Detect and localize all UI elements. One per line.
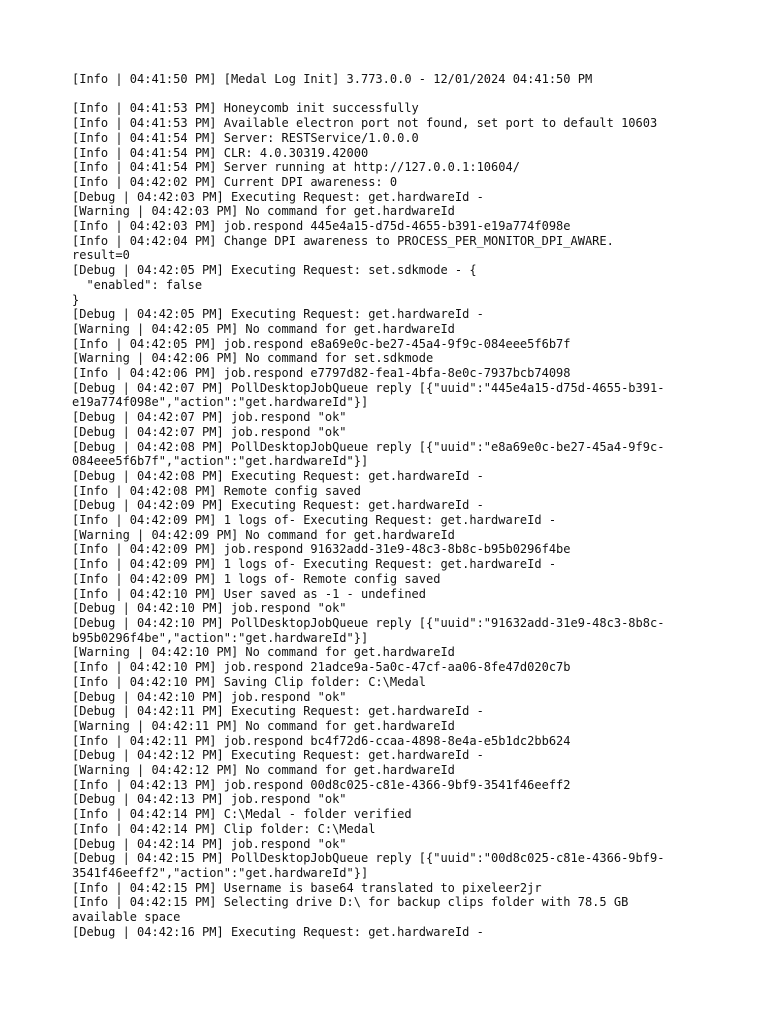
log-line: [Info | 04:42:09 PM] 1 logs of- Executing Request: get.hardwareId - bbox=[72, 513, 557, 528]
log-line: [Info | 04:42:11 PM] job.respond bc4f72d6-ccaa-4898-8e4a-e5b1dc2bb624 bbox=[72, 733, 571, 748]
log-line: [Info | 04:42:15 PM] Username is base64 translated to pixeleer2jr bbox=[72, 880, 542, 895]
log-line: [Info | 04:42:02 PM] Current DPI awareness: 0 bbox=[72, 174, 398, 189]
log-line: [Warning | 04:42:12 PM] No command for get.hardwareId bbox=[72, 763, 455, 778]
log-line: [Info | 04:41:53 PM] Available electron port not found, set port to default 10603 bbox=[72, 116, 658, 131]
log-line: [Debug | 04:42:13 PM] job.respond "ok" bbox=[72, 792, 347, 807]
log-line: [Warning | 04:42:11 PM] No command for get.hardwareId bbox=[72, 718, 455, 733]
log-line: [Info | 04:42:10 PM] Saving Clip folder: C:\Medal bbox=[72, 674, 427, 689]
log-line: [Debug | 04:42:07 PM] job.respond "ok" bbox=[72, 410, 347, 425]
log-line: [Debug | 04:42:11 PM] Executing Request: get.hardwareId - bbox=[72, 704, 484, 719]
log-line: 3541f46eeff2","action":"get.hardwareId"}] bbox=[72, 865, 369, 880]
log-line: e19a774f098e","action":"get.hardwareId"}] bbox=[72, 395, 369, 410]
log-line: [Info | 04:42:09 PM] job.respond 91632add-31e9-48c3-8b8c-b95b0296f4be bbox=[72, 542, 571, 557]
log-line: [Debug | 04:42:12 PM] Executing Request: get.hardwareId - bbox=[72, 748, 484, 763]
log-line: result=0 bbox=[72, 248, 130, 263]
log-line: [Warning | 04:42:09 PM] No command for get.hardwareId bbox=[72, 527, 455, 542]
log-line: [Info | 04:41:54 PM] Server: RESTService/1.0.0.0 bbox=[72, 130, 419, 145]
log-line: [Warning | 04:42:03 PM] No command for get.hardwareId bbox=[72, 204, 455, 219]
log-line: [Debug | 04:42:08 PM] PollDesktopJobQueue reply [{"uuid":"e8a69e0c-be27-45a4-9f9c- bbox=[72, 439, 665, 454]
log-line: [Debug | 04:42:03 PM] Executing Request: get.hardwareId - bbox=[72, 189, 484, 204]
log-line: b95b0296f4be","action":"get.hardwareId"}] bbox=[72, 630, 369, 645]
log-line: "enabled": false bbox=[72, 277, 203, 292]
log-line: [Debug | 04:42:15 PM] PollDesktopJobQueue reply [{"uuid":"00d8c025-c81e-4366-9bf9- bbox=[72, 851, 665, 866]
log-line: } bbox=[72, 292, 80, 307]
log-line: [Debug | 04:42:10 PM] job.respond "ok" bbox=[72, 601, 347, 616]
log-line: [Info | 04:42:14 PM] C:\Medal - folder verified bbox=[72, 807, 412, 822]
log-line: [Debug | 04:42:16 PM] Executing Request: get.hardwareId - bbox=[72, 924, 484, 939]
log-line bbox=[72, 87, 712, 102]
log-line: [Debug | 04:42:14 PM] job.respond "ok" bbox=[72, 836, 347, 851]
log-line: [Info | 04:42:09 PM] 1 logs of- Executing Request: get.hardwareId - bbox=[72, 557, 557, 572]
log-line: [Info | 04:42:13 PM] job.respond 00d8c025-c81e-4366-9bf9-3541f46eeff2 bbox=[72, 777, 571, 792]
log-line: [Info | 04:42:04 PM] Change DPI awareness to PROCESS_PER_MONITOR_DPI_AWARE. bbox=[72, 233, 614, 248]
log-line: [Info | 04:42:08 PM] Remote config saved bbox=[72, 483, 361, 498]
log-line: [Info | 04:42:09 PM] 1 logs of- Remote config saved bbox=[72, 571, 441, 586]
log-line: [Info | 04:42:05 PM] job.respond e8a69e0c-be27-45a4-9f9c-084eee5f6b7f bbox=[72, 336, 571, 351]
log-line: [Warning | 04:42:05 PM] No command for get.hardwareId bbox=[72, 321, 455, 336]
log-line: 084eee5f6b7f","action":"get.hardwareId"}] bbox=[72, 454, 369, 469]
log-line: [Info | 04:41:54 PM] Server running at http://127.0.0.1:10604/ bbox=[72, 160, 520, 175]
log-line: [Debug | 04:42:07 PM] job.respond "ok" bbox=[72, 424, 347, 439]
log-line: [Debug | 04:42:05 PM] Executing Request: set.sdkmode - { bbox=[72, 263, 477, 278]
log-line: [Debug | 04:42:10 PM] job.respond "ok" bbox=[72, 689, 347, 704]
log-line: [Info | 04:41:50 PM] [Medal Log Init] 3.773.0.0 - 12/01/2024 04:41:50 PM bbox=[72, 72, 593, 86]
log-line: [Info | 04:42:06 PM] job.respond e7797d82-fea1-4bfa-8e0c-7937bcb74098 bbox=[72, 366, 571, 381]
log-line: [Debug | 04:42:07 PM] PollDesktopJobQueue reply [{"uuid":"445e4a15-d75d-4655-b391- bbox=[72, 380, 665, 395]
log-line: [Info | 04:42:03 PM] job.respond 445e4a15-d75d-4655-b391-e19a774f098e bbox=[72, 219, 571, 234]
log-line: [Debug | 04:42:05 PM] Executing Request: get.hardwareId - bbox=[72, 307, 484, 322]
log-line: [Info | 04:42:15 PM] Selecting drive D:\ for backup clips folder with 78.5 GB bbox=[72, 895, 629, 910]
log-line: [Info | 04:41:54 PM] CLR: 4.0.30319.42000 bbox=[72, 145, 369, 160]
log-line: [Info | 04:41:53 PM] Honeycomb init successfully bbox=[72, 101, 419, 116]
log-line: available space bbox=[72, 910, 181, 925]
log-document bbox=[72, 72, 712, 939]
log-line: [Debug | 04:42:10 PM] PollDesktopJobQueue reply [{"uuid":"91632add-31e9-48c3-8b8c- bbox=[72, 616, 665, 630]
log-line: [Info | 04:42:10 PM] job.respond 21adce9a-5a0c-47cf-aa06-8fe47d020c7b bbox=[72, 660, 571, 675]
log-line: [Warning | 04:42:10 PM] No command for get.hardwareId bbox=[72, 645, 455, 660]
log-line: [Debug | 04:42:08 PM] Executing Request: get.hardwareId - bbox=[72, 468, 484, 483]
log-line: [Info | 04:42:10 PM] User saved as -1 - undefined bbox=[72, 586, 427, 601]
log-line: [Info | 04:42:14 PM] Clip folder: C:\Medal bbox=[72, 821, 376, 836]
log-line: [Warning | 04:42:06 PM] No command for set.sdkmode bbox=[72, 351, 434, 366]
log-line: [Debug | 04:42:09 PM] Executing Request: get.hardwareId - bbox=[72, 498, 484, 513]
